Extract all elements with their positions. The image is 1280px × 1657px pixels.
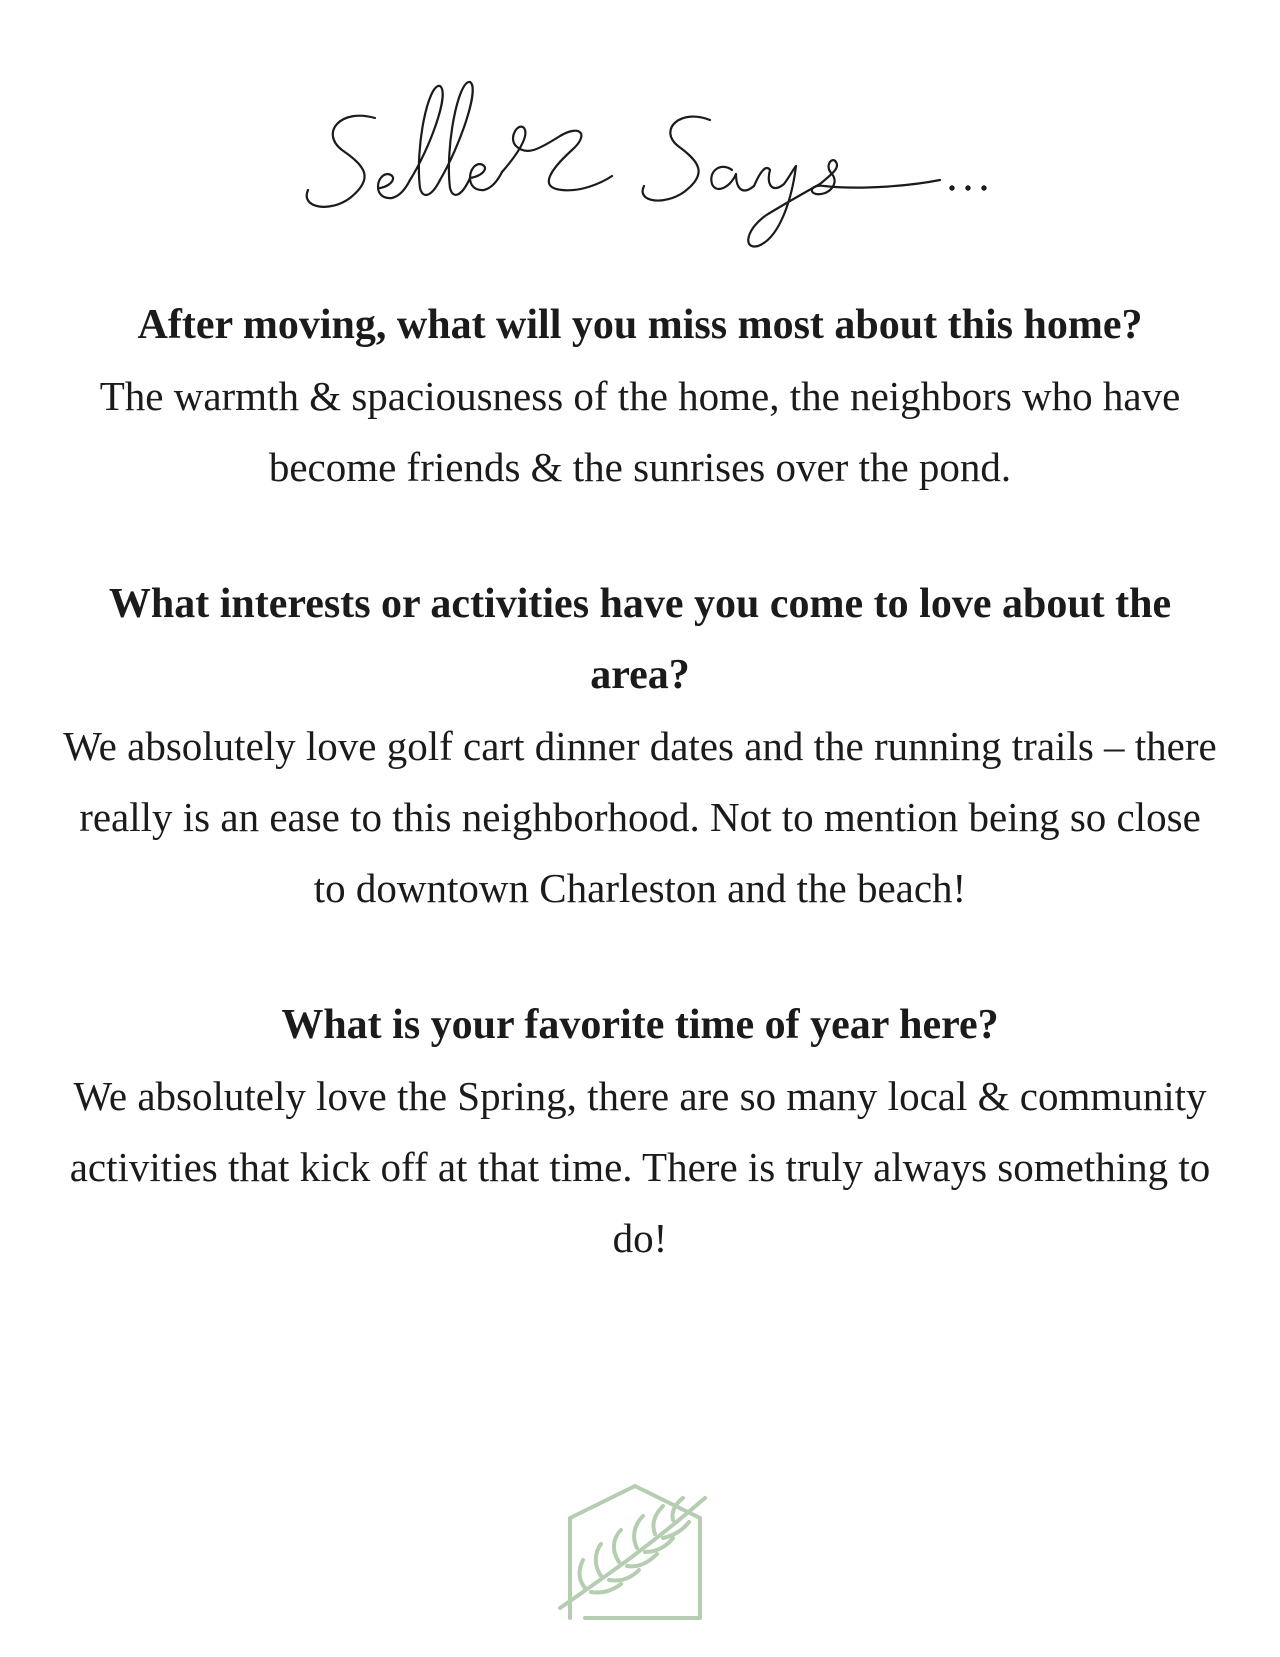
page-title: [0, 38, 1280, 268]
answer-3: We absolutely love the Spring, there are so many local & community activities that kick off at that time. There is truly always something to do!: [69, 1073, 1211, 1261]
qa-block-1: [60, 290, 1220, 503]
page-title-text: [0, 38, 1, 39]
house-leaf-logo-icon: [555, 1480, 725, 1620]
script-title-graphic: [280, 38, 1000, 268]
question-2: What interests or activities have you come to love about the area?: [108, 581, 1172, 698]
question-3: What is your favorite time of year here?: [281, 1002, 999, 1048]
qa-content: [60, 290, 1220, 1340]
answer-2: We absolutely love golf cart dinner dates and the running trails – there really is an ease to this neighborhood. Not to mention being so close to downtown Charleston and the beach!: [63, 723, 1217, 911]
qa-block-2: [60, 569, 1220, 924]
qa-block-3: [60, 990, 1220, 1274]
question-1: After moving, what will you miss most about this home?: [137, 302, 1143, 348]
answer-1: The warmth & spaciousness of the home, the neighbors who have become friends & the sunrises over the pond.: [99, 373, 1181, 490]
